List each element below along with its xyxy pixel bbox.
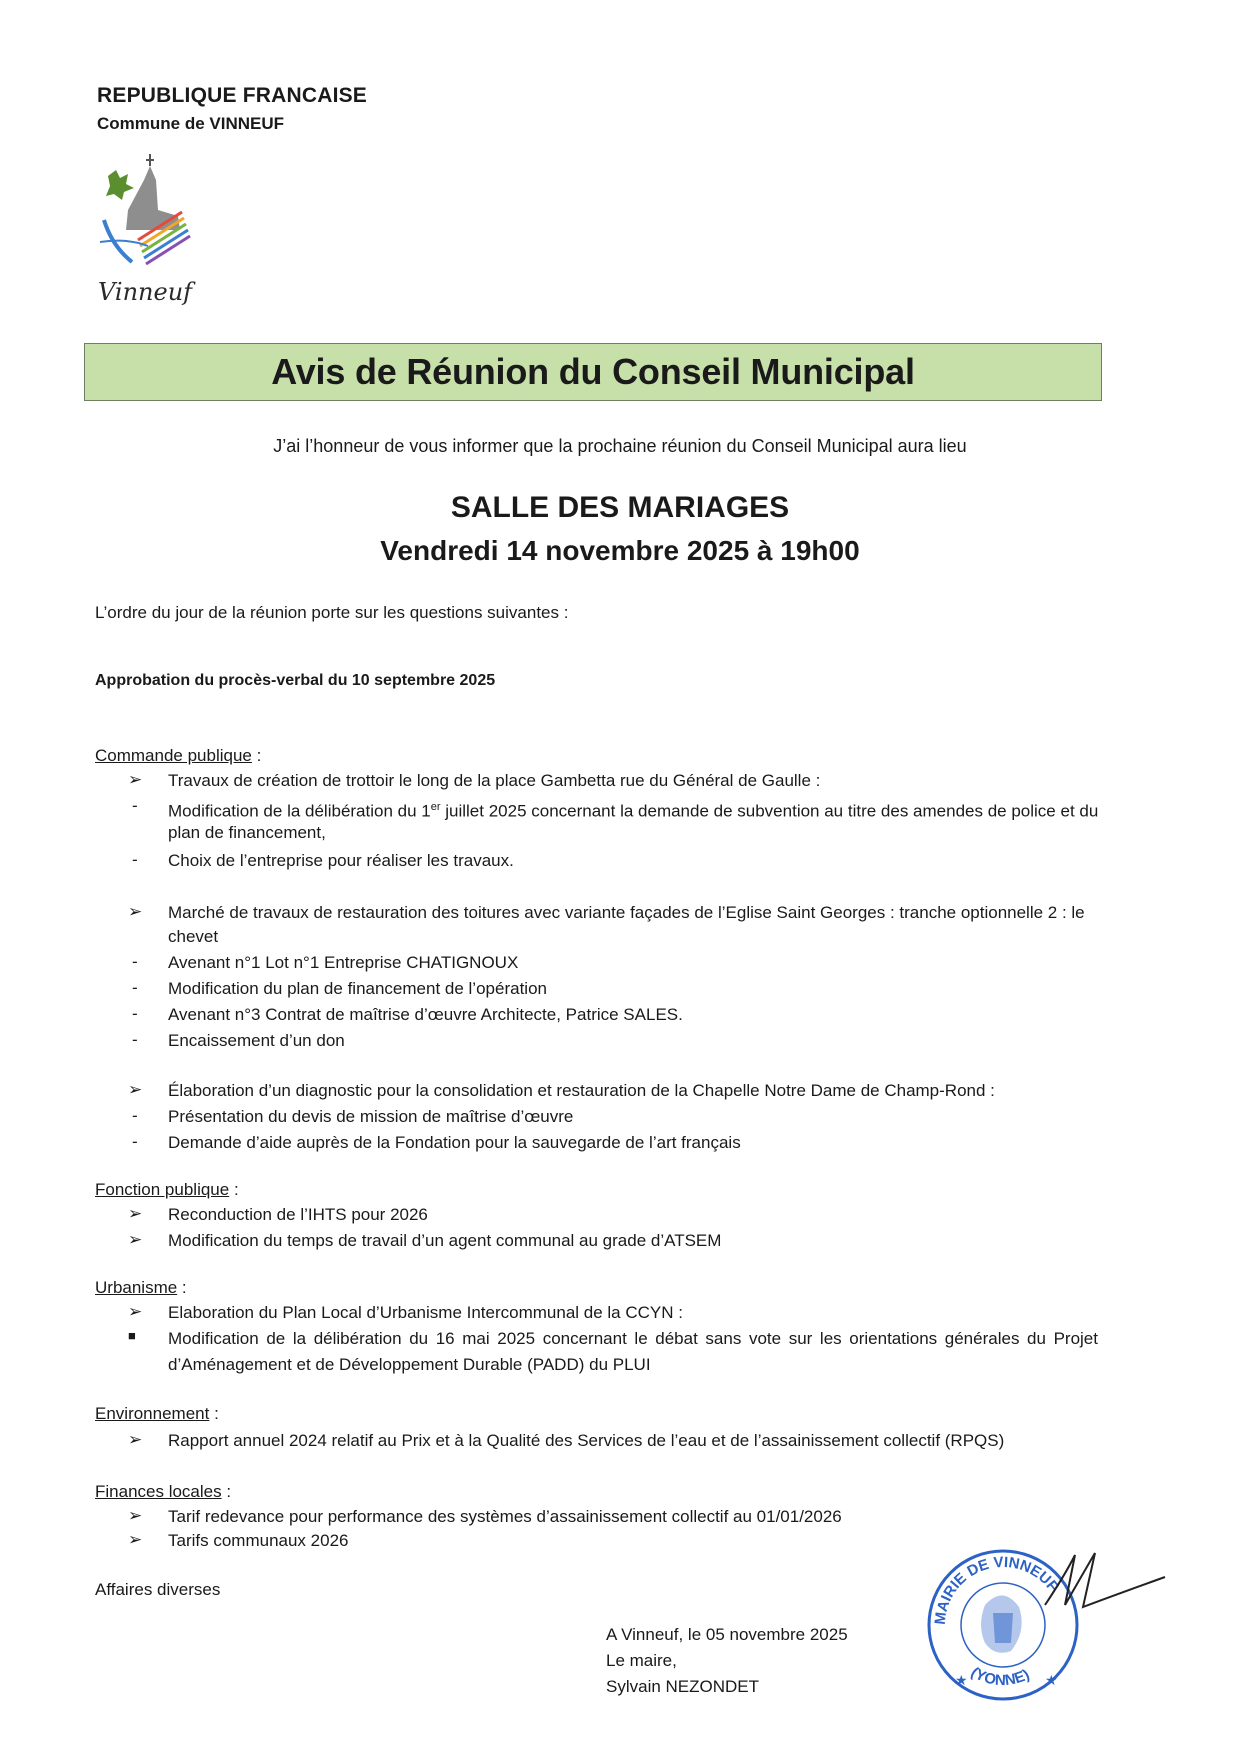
agenda-subitem: Choix de l’entreprise pour réaliser les travaux. — [168, 851, 514, 870]
signature-name: Sylvain NEZONDET — [606, 1677, 760, 1696]
agenda-item: Rapport annuel 2024 relatif au Prix et à la Qualité des Services de l’eau et de l’assainissement collectif (RPQS) — [168, 1431, 1005, 1450]
agenda-subitem: Encaissement d’un don — [168, 1031, 345, 1050]
arrow-bullet-icon: ➢ — [128, 902, 143, 921]
agenda-item: Tarifs communaux 2026 — [168, 1531, 349, 1550]
dash-bullet: - — [132, 1004, 138, 1023]
agenda-subitem: Modification du plan de financement de l’opération — [168, 979, 547, 998]
intro-text: J’ai l’honneur de vous informer que la prochaine réunion du Conseil Municipal aura lieu — [273, 436, 967, 456]
agenda-subitem: Avenant n°3 Contrat de maîtrise d’œuvre Architecte, Patrice SALES. — [168, 1005, 683, 1024]
arrow-bullet-icon: ➢ — [128, 1530, 143, 1549]
section-heading-finances: Finances locales : — [95, 1482, 232, 1501]
dash-bullet: - — [132, 1030, 138, 1049]
mairie-stamp — [915, 1535, 1175, 1710]
agenda-subitem: Avenant n°1 Lot n°1 Entreprise CHATIGNOUX — [168, 953, 519, 972]
agenda-item: Élaboration d’un diagnostic pour la consolidation et restauration de la Chapelle Notre Dame de Champ-Rond : — [168, 1081, 995, 1100]
agenda-item: Tarif redevance pour performance des systèmes d’assainissement collectif au 01/01/2026 — [168, 1507, 842, 1526]
vinneuf-logo — [98, 150, 208, 310]
svg-text:★: ★ — [1045, 1673, 1058, 1689]
square-bullet-icon: ■ — [128, 1328, 136, 1343]
arrow-bullet-icon: ➢ — [128, 1430, 143, 1449]
dash-bullet: - — [132, 796, 138, 815]
signature-role: Le maire, — [606, 1651, 677, 1670]
agenda-subitem: Modification de la délibération du 1er juillet 2025 concernant la demande de subvention au titre des amendes de police et du — [168, 801, 1099, 821]
section-heading-commande: Commande publique : — [95, 746, 262, 765]
dash-bullet: - — [132, 850, 138, 869]
dash-bullet: - — [132, 978, 138, 997]
meeting-date: Vendredi 14 novembre 2025 à 19h00 — [380, 535, 860, 566]
approval-item: Approbation du procès-verbal du 10 septembre 2025 — [95, 672, 496, 689]
agenda-intro: L’ordre du jour de la réunion porte sur les questions suivantes : — [95, 603, 569, 622]
agenda-subitem-continued: plan de financement, — [168, 823, 326, 842]
dash-bullet: - — [132, 1132, 138, 1151]
other-business: Affaires diverses — [95, 1580, 221, 1599]
agenda-item: Marché de travaux de restauration des toitures avec variante façades de l’Eglise Saint Georges : tranche optionnelle 2 : le — [168, 903, 1085, 922]
svg-text:★: ★ — [955, 1673, 968, 1689]
arrow-bullet-icon: ➢ — [128, 1204, 143, 1223]
page-title: Avis de Réunion du Conseil Municipal — [84, 343, 1102, 401]
stamp-top-text: MAIRIE DE VINNEUF — [931, 1553, 1062, 1626]
agenda-subitem-continued: d’Aménagement et de Développement Durable (PADD) du PLUI — [168, 1355, 651, 1374]
logo-text: Vinneuf — [98, 278, 193, 306]
arrow-bullet-icon: ➢ — [128, 1080, 143, 1099]
section-heading-urbanisme: Urbanisme : — [95, 1278, 187, 1297]
agenda-item-continued: chevet — [168, 927, 219, 946]
arrow-bullet-icon: ➢ — [128, 1230, 143, 1249]
agenda-subitem: Modification de la délibération du 16 mai 2025 concernant le débat sans vote sur les orientations générales du Projet — [168, 1329, 1098, 1348]
agenda-item: Travaux de création de trottoir le long de la place Gambetta rue du Général de Gaulle : — [168, 771, 821, 790]
agenda-subitem: Demande d’aide auprès de la Fondation pour la sauvegarde de l’art français — [168, 1133, 741, 1152]
section-heading-environnement: Environnement : — [95, 1404, 219, 1423]
venue: SALLE DES MARIAGES — [450, 491, 790, 524]
arrow-bullet-icon: ➢ — [128, 1302, 143, 1321]
arrow-bullet-icon: ➢ — [128, 1506, 143, 1525]
dash-bullet: - — [132, 1106, 138, 1125]
stamp-bottom-text: (YONNE) — [967, 1663, 1033, 1690]
agenda-item: Modification du temps de travail d’un agent communal au grade d’ATSEM — [168, 1231, 722, 1250]
signature-block — [606, 1622, 848, 1700]
signature-place-date: A Vinneuf, le 05 novembre 2025 — [606, 1625, 848, 1644]
agenda-item: Reconduction de l’IHTS pour 2026 — [168, 1205, 428, 1224]
arrow-bullet-icon: ➢ — [128, 770, 143, 789]
dash-bullet: - — [132, 952, 138, 971]
republic-header: REPUBLIQUE FRANCAISE — [97, 84, 368, 107]
section-heading-fonction: Fonction publique : — [95, 1180, 239, 1199]
agenda-item: Elaboration du Plan Local d’Urbanisme Intercommunal de la CCYN : — [168, 1303, 683, 1322]
commune-header: Commune de VINNEUF — [97, 114, 285, 133]
agenda-subitem: Présentation du devis de mission de maîtrise d’œuvre — [168, 1107, 574, 1126]
